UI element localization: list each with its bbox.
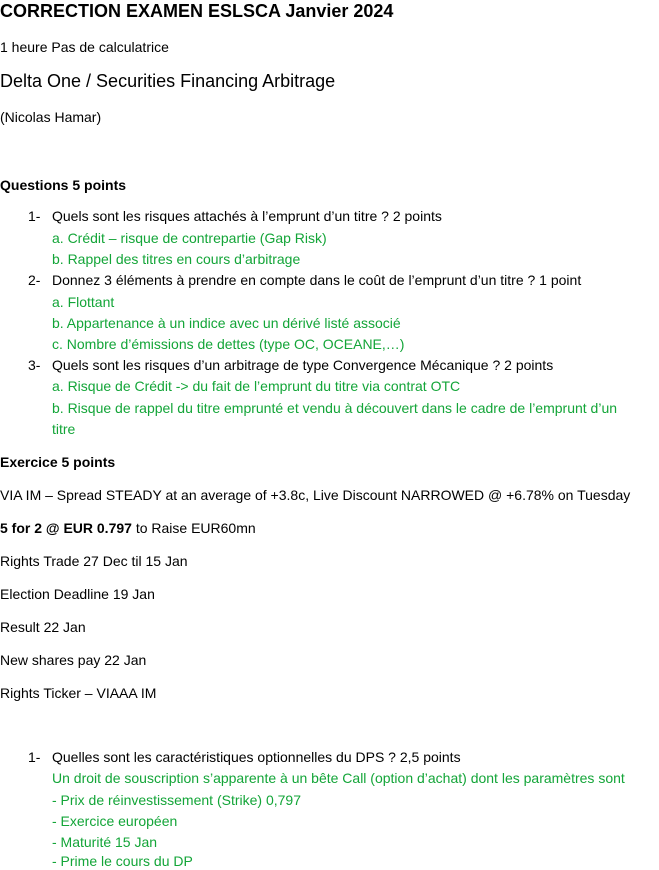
question-text: Quelles sont les caractéristiques optionnelles du DPS ? 2,5 points [52,749,461,765]
detail-line: Rights Trade 27 Dec til 15 Jan [0,553,188,569]
answer-line: Un droit de souscription s’apparente à un bête Call (option d’achat) dont les paramètres sont [52,770,625,786]
detail-line: New shares pay 22 Jan [0,652,147,668]
detail-line: Result 22 Jan [0,619,86,635]
answer-line: - Exercice européen [52,813,178,829]
question-text: Quels sont les risques attachés à l’emprunt d’un titre ? 2 points [52,208,442,224]
exercice-heading: Exercice 5 points [0,454,116,470]
answer-line: a. Crédit – risque de contrepartie (Gap Risk) [52,230,327,246]
course-title: Delta One / Securities Financing Arbitrage [0,71,336,91]
answer-line: - Prix de réinvestissement (Strike) 0,797 [52,792,301,808]
answer-line: c. Nombre d’émissions de dettes (type OC, OCEANE,…) [52,336,405,352]
raise-terms: 5 for 2 @ EUR 0.797 [0,520,132,536]
question-number: 2- [28,272,41,288]
question-text: Quels sont les risques d’un arbitrage de type Convergence Mécanique ? 2 points [52,357,554,373]
question-number: 1- [28,208,41,224]
exam-info: 1 heure Pas de calculatrice [0,39,169,55]
detail-line: Election Deadline 19 Jan [0,586,155,602]
question-number: 1- [28,749,41,765]
answer-line: a. Risque de Crédit -> du fait de l’emprunt du titre via contrat OTC [52,378,461,394]
answer-line: b. Rappel des titres en cours d’arbitrage [52,251,301,267]
answer-line: titre [52,421,76,437]
question-number: 3- [28,357,41,373]
questions-heading: Questions 5 points [0,177,127,193]
question-text: Donnez 3 éléments à prendre en compte dans le coût de l’emprunt d’un titre ? 1 point [52,272,582,288]
raise-amount: to Raise EUR60mn [131,520,256,536]
answer-line: b. Risque de rappel du titre emprunté et vendu à découvert dans le cadre de l’emprunt d’un [52,400,618,416]
author: (Nicolas Hamar) [0,109,102,125]
answer-line: - Prime le cours du DP [52,853,193,869]
detail-line: Rights Ticker – VIAAA IM [0,685,157,701]
raise-line [0,519,256,537]
document-title: CORRECTION EXAMEN ESLSCA Janvier 2024 [0,1,394,21]
answer-line: b. Appartenance à un indice avec un dérivé listé associé [52,315,401,331]
answer-line: a. Flottant [52,294,115,310]
answer-line: - Maturité 15 Jan [52,834,158,850]
spread-line: VIA IM – Spread STEADY at an average of +3.8c, Live Discount NARROWED @ +6.78% on Tuesday [0,487,631,503]
